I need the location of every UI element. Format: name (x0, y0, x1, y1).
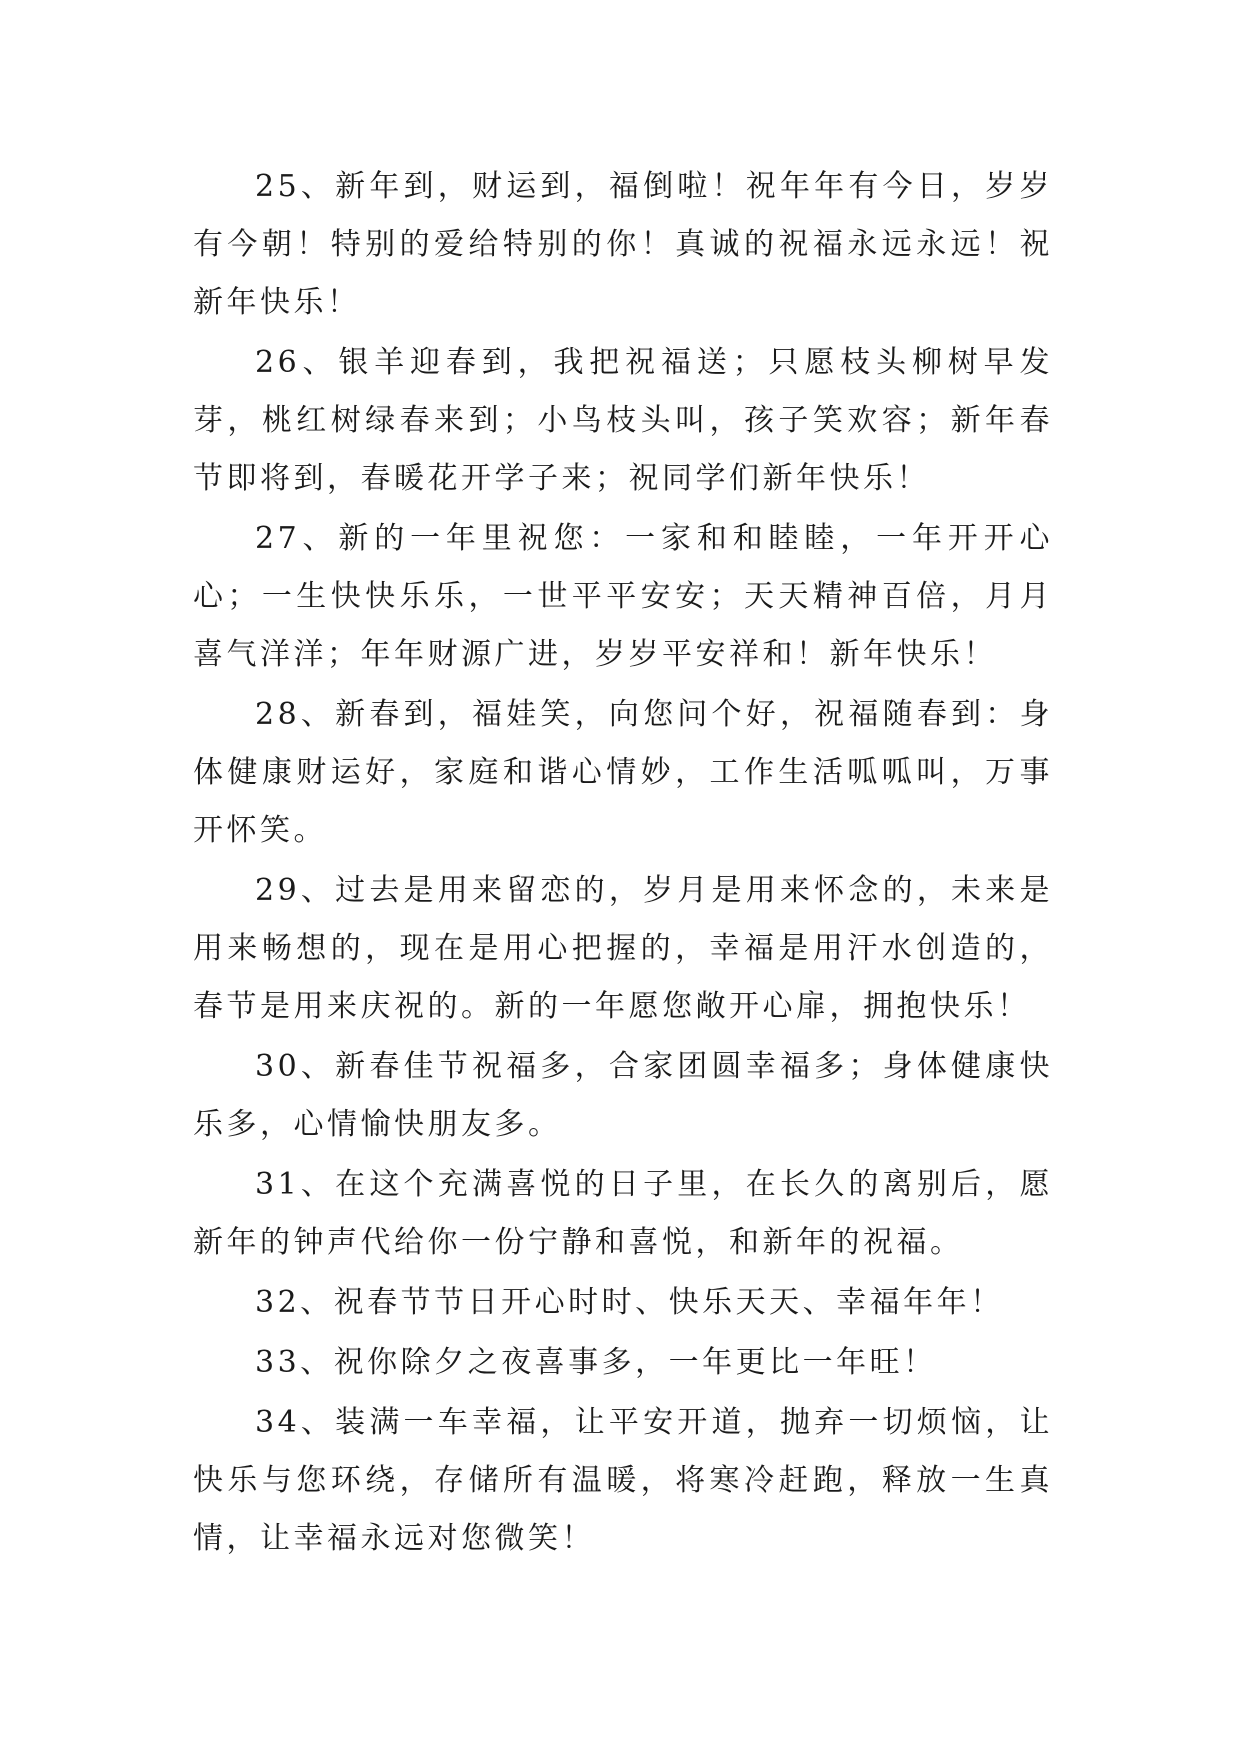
paragraph-34: 34、装满一车幸福，让平安开道，抛弃一切烦恼，让快乐与您环绕，存储所有温暖，将寒冷赶跑，释放一生真情，让幸福永远对您微笑！ (193, 1405, 1053, 1556)
paragraph-30: 30、新春佳节祝福多，合家团圆幸福多；身体健康快乐多，心情愉快朋友多。 (193, 1049, 1053, 1142)
paragraph-29: 29、过去是用来留恋的，岁月是用来怀念的，未来是用来畅想的，现在是用心把握的，幸福是用汗水创造的，春节是用来庆祝的。新的一年愿您敞开心扉，拥抱快乐！ (193, 873, 1053, 1024)
paragraph-25: 25、新年到，财运到，福倒啦！祝年年有今日，岁岁有今朝！特别的爱给特别的你！真诚的祝福永远永远！祝新年快乐！ (193, 169, 1053, 320)
paragraph-32: 32、祝春节节日开心时时、快乐天天、幸福年年！ (255, 1285, 1004, 1320)
paragraph-27: 27、新的一年里祝您：一家和和睦睦，一年开开心心；一生快快乐乐，一世平平安安；天天精神百倍，月月喜气洋洋；年年财源广进，岁岁平安祥和！新年快乐！ (193, 521, 1053, 672)
paragraph-33: 33、祝你除夕之夜喜事多，一年更比一年旺！ (255, 1345, 937, 1380)
paragraph-31: 31、在这个充满喜悦的日子里，在长久的离别后，愿新年的钟声代给你一份宁静和喜悦，和新年的祝福。 (193, 1167, 1053, 1260)
paragraph-28: 28、新春到，福娃笑，向您问个好，祝福随春到：身体健康财运好，家庭和谐心情妙，工作生活呱呱叫，万事开怀笑。 (193, 697, 1053, 848)
document-body (193, 158, 1053, 1568)
paragraph-26: 26、银羊迎春到，我把祝福送；只愿枝头柳树早发芽，桃红树绿春来到；小鸟枝头叫，孩子笑欢容；新年春节即将到，春暖花开学子来；祝同学们新年快乐！ (193, 345, 1053, 496)
